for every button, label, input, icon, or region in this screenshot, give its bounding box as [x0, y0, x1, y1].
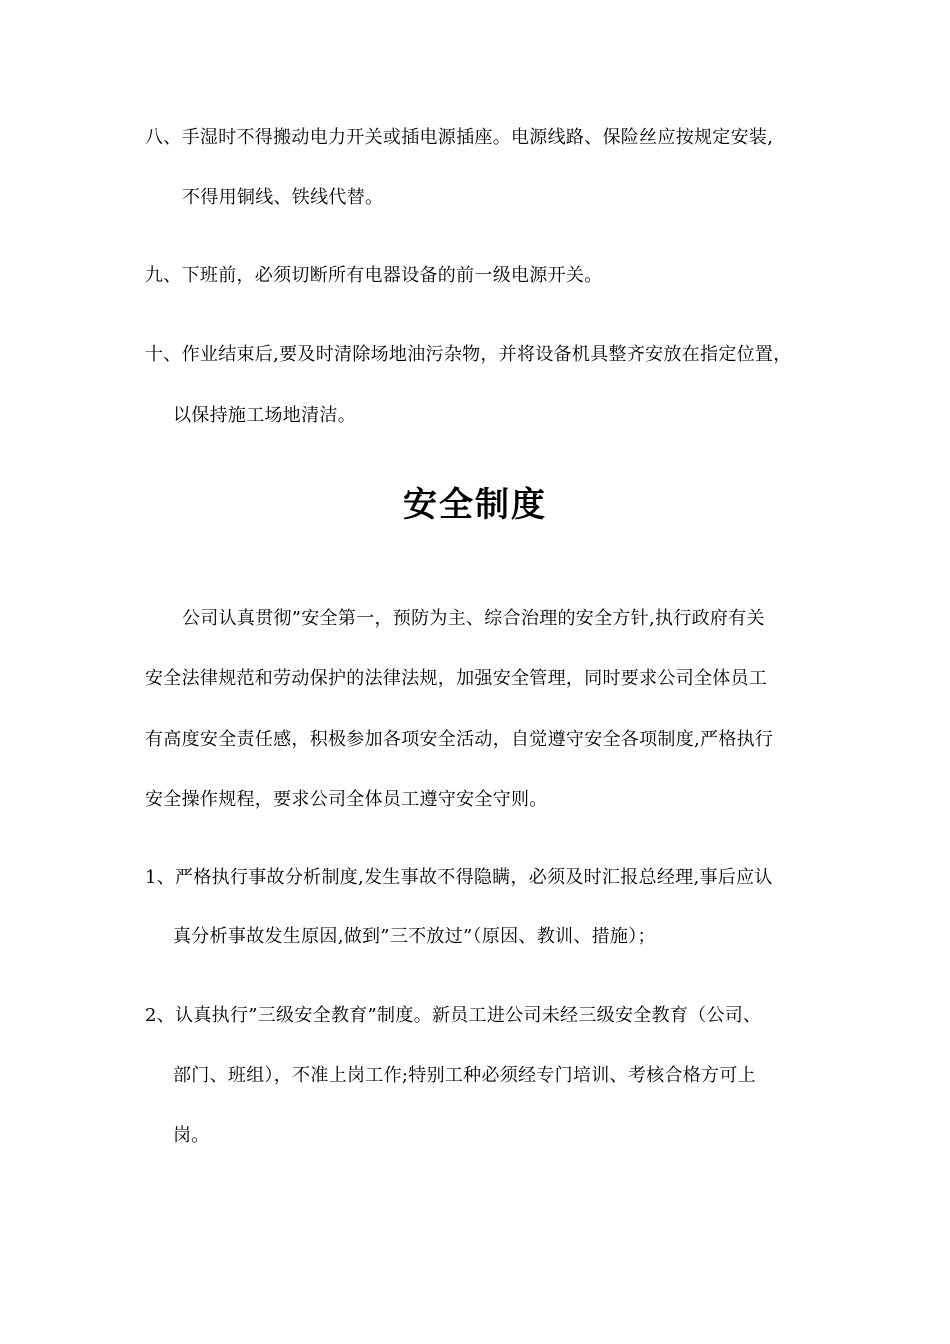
section-title: 安全制度 [403, 485, 547, 525]
rule-2-line-1: 2、认真执行”三级安全教育”制度。新员工进公司未经三级安全教育（公司、 [145, 1005, 762, 1026]
item-8-line-2: 不得用铜线、铁线代替。 [182, 187, 384, 208]
rule-1-line-2: 真分析事故发生原因,做到”三不放过”（原因、教训、措施）； [173, 926, 656, 947]
item-10-line-2: 以保持施工场地清洁。 [173, 405, 356, 426]
item-8-line-1: 八、手湿时不得搬动电力开关或插电源插座。电源线路、保险丝应按规定安装, [145, 127, 774, 148]
rule-2-line-3: 岗。 [173, 1125, 210, 1146]
item-10-line-1: 十、作业结束后,要及时清除场地油污杂物，并将设备机具整齐安放在指定位置， [145, 344, 792, 365]
rule-1-line-1: 1、严格执行事故分析制度,发生事故不得隐瞒，必须及时汇报总经理,事后应认 [145, 867, 773, 888]
intro-line-2: 安全法律规范和劳动保护的法律法规，加强安全管理，同时要求公司全体员工 [145, 668, 768, 689]
intro-line-3: 有高度安全责任感，积极参加各项安全活动，自觉遵守安全各项制度,严格执行 [145, 729, 774, 750]
intro-line-4: 安全操作规程，要求公司全体员工遵守安全守则。 [145, 789, 548, 810]
intro-line-1: 公司认真贯彻”安全第一，预防为主、综合治理的安全方针,执行政府有关 [182, 608, 765, 629]
item-9-line-1: 九、下班前，必须切断所有电器设备的前一级电源开关。 [145, 265, 603, 286]
rule-2-line-2: 部门、班组），不准上岗工作;特别工种必须经专门培训、考核合格方可上 [173, 1065, 756, 1086]
